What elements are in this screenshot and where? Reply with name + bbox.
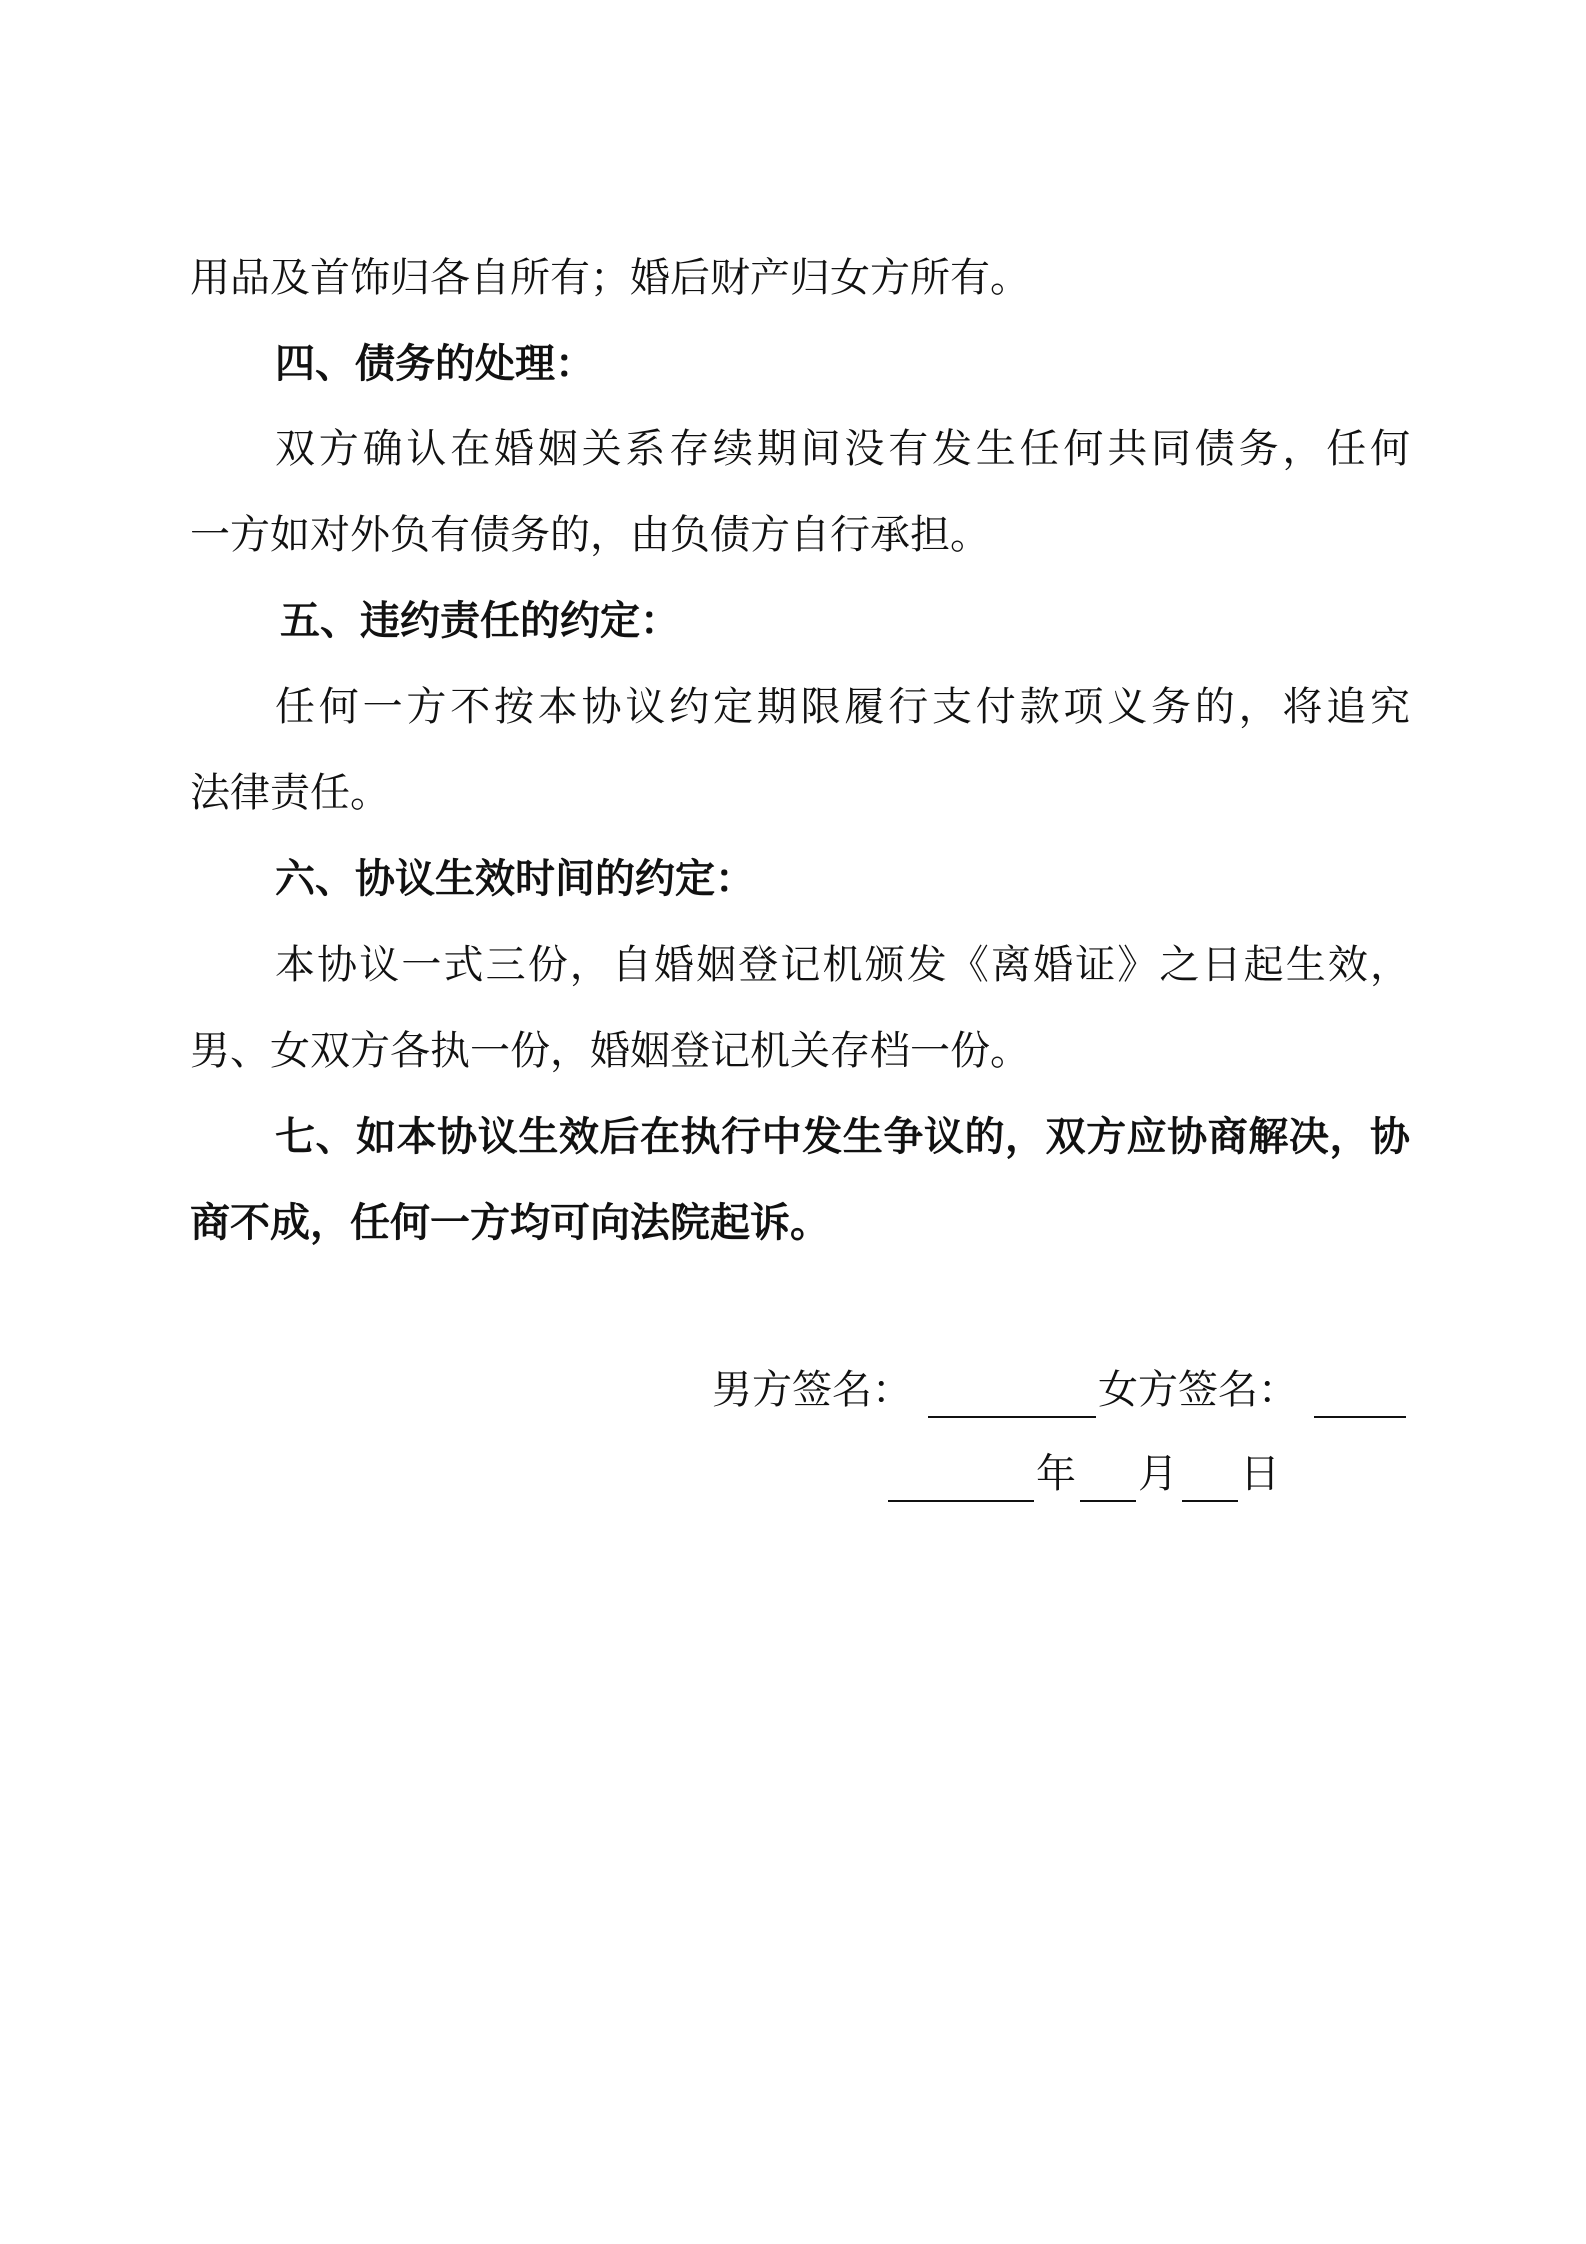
section-heading-effective: 六、协议生效时间的约定： [275, 856, 755, 902]
year-label: 年 [1036, 1451, 1076, 1497]
paragraph-line: 本协议一式三份，自婚姻登记机颁发《离婚证》之日起生效， [275, 942, 1410, 988]
paragraph-line: 一方如对外负有债务的，由负债方自行承担。 [190, 512, 990, 558]
month-label: 月 [1138, 1451, 1178, 1497]
paragraph-line: 七、如本协议生效后在执行中发生争议的，双方应协商解决，协 [275, 1114, 1410, 1160]
month-blank[interactable] [1080, 1500, 1136, 1502]
male-signature-label: 男方签名： [712, 1367, 912, 1413]
male-signature-blank[interactable] [928, 1416, 1096, 1418]
day-blank[interactable] [1182, 1500, 1238, 1502]
section-heading-breach: 五、违约责任的约定： [280, 598, 680, 644]
year-blank[interactable] [888, 1500, 1034, 1502]
paragraph-line: 双方确认在婚姻关系存续期间没有发生任何共同债务，任何 [275, 426, 1410, 472]
paragraph-line: 男、女双方各执一份，婚姻登记机关存档一份。 [190, 1028, 1030, 1074]
paragraph-line: 商不成，任何一方均可向法院起诉。 [190, 1200, 830, 1246]
paragraph-line: 任何一方不按本协议约定期限履行支付款项义务的，将追究 [275, 684, 1410, 730]
paragraph-line: 用品及首饰归各自所有；婚后财产归女方所有。 [190, 255, 1030, 301]
paragraph-line: 法律责任。 [190, 770, 390, 816]
female-signature-label: 女方签名： [1098, 1367, 1298, 1413]
female-signature-blank[interactable] [1314, 1416, 1406, 1418]
section-heading-debts: 四、债务的处理： [275, 341, 595, 387]
day-label: 日 [1240, 1451, 1280, 1497]
